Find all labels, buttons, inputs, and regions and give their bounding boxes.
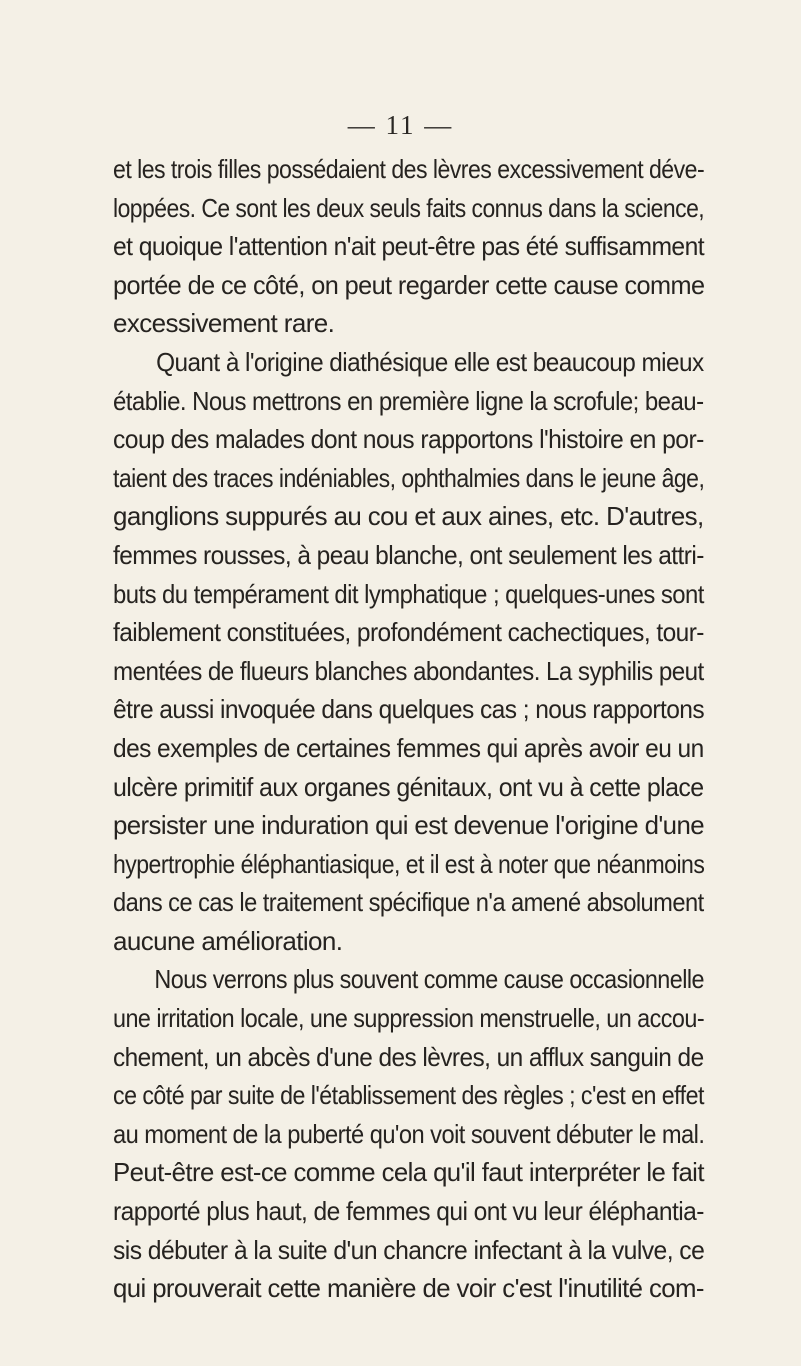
text-line: ganglions suppurés au cou et aux aines, etc. D'autres, bbox=[113, 501, 704, 532]
text-line: faiblement constituées, profondément cachectiques, tour- bbox=[113, 617, 704, 648]
text-line: femmes rousses, à peau blanche, ont seulement les attri- bbox=[113, 539, 704, 570]
text-line: loppées. Ce sont les deux seuls faits connus dans la science, bbox=[113, 192, 705, 223]
text-line: sis débuter à la suite d'un chancre infectant à la vulve, ce bbox=[113, 1234, 705, 1265]
text-line: ulcère primitif aux organes génitaux, ont vu à cette place bbox=[113, 771, 704, 802]
text-line: buts du tempérament dit lymphatique ; quelques-unes sont bbox=[113, 578, 704, 609]
text-line: dans ce cas le traitement spécifique n'a amené absolument bbox=[113, 887, 704, 918]
text-line: excessivement rare. bbox=[113, 308, 335, 339]
text-line: et les trois filles possédaient des lèvres excessivement déve- bbox=[113, 154, 705, 184]
text-line: hypertrophie éléphantiasique, et il est à noter que néanmoins bbox=[113, 848, 705, 879]
text-line: ce côté par suite de l'établissement des règles ; c'est en effet bbox=[113, 1080, 704, 1111]
text-line: rapporté plus haut, de femmes qui ont vu leur éléphantia- bbox=[113, 1196, 704, 1227]
page-number: — 11 — bbox=[347, 110, 454, 140]
text-line: aucune amélioration. bbox=[113, 925, 343, 956]
text-line: Quant à l'origine diathésique elle est beaucoup mieux bbox=[156, 346, 704, 377]
text-line: au moment de la puberté qu'on voit souvent débuter le mal. bbox=[113, 1118, 705, 1149]
text-line: mentées de flueurs blanches abondantes. La syphilis peut bbox=[113, 655, 704, 686]
text-line: coup des malades dont nous rapportons l'histoire en por- bbox=[113, 424, 704, 455]
text-line: être aussi invoquée dans quelques cas ; nous rapportons bbox=[113, 694, 705, 725]
body-text bbox=[113, 150, 705, 1308]
text-line: taient des traces indéniables, ophthalmies dans le jeune âge, bbox=[113, 462, 705, 493]
text-line: établie. Nous mettrons en première ligne la scrofule; beau- bbox=[113, 385, 704, 416]
text-line: qui prouverait cette manière de voir c'est l'inutilité com- bbox=[113, 1273, 704, 1304]
text-line: chement, un abcès d'une des lèvres, un afflux sanguin de bbox=[113, 1041, 704, 1072]
text-line: persister une induration qui est devenue l'origine d'une bbox=[113, 810, 704, 841]
text-line: des exemples de certaines femmes qui après avoir eu un bbox=[113, 732, 704, 763]
text-line: Peut-être est-ce comme cela qu'il faut interpréter le fait bbox=[113, 1157, 704, 1188]
text-line: une irritation locale, une suppression menstruelle, un accou- bbox=[113, 1003, 705, 1034]
text-line: portée de ce côté, on peut regarder cette cause comme bbox=[113, 269, 705, 300]
text-line: et quoique l'attention n'ait peut-être pas été suffisamment bbox=[113, 231, 705, 262]
text-line: Nous verrons plus souvent comme cause occasionnelle bbox=[154, 964, 705, 995]
